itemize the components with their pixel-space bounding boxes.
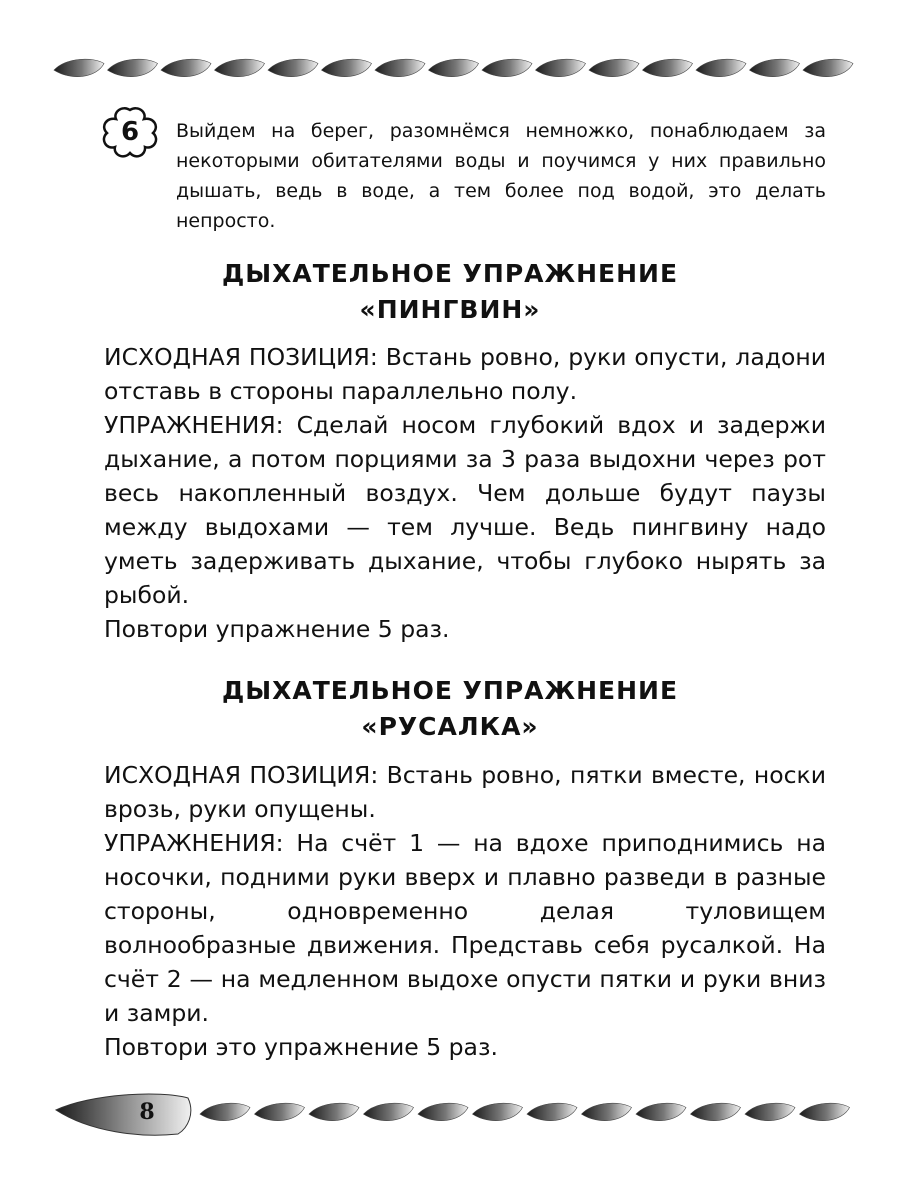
section-body-penguin — [104, 340, 826, 646]
leaf-ornament — [691, 1103, 741, 1120]
start-position-text: ИСХОДНАЯ ПОЗИЦИЯ: Встань ровно, руки опусти, ладони отставь в стороны параллельно полу. — [104, 343, 826, 405]
top-leaf-border — [50, 48, 860, 90]
section-title-line: ДЫХАТЕЛЬНОЕ УПРАЖНЕНИЕ — [221, 676, 679, 705]
repeat-text: Повтори это упражнение 5 раз. — [104, 1033, 498, 1061]
leaf-ornament — [473, 1103, 523, 1120]
number-badge — [100, 106, 160, 158]
intro-paragraph: Выйдем на берег, разомнёмся немножко, понаблюдаем за некоторыми обитателями воды и поучимся у них правильно дышать, ведь в воде, а тем более под водой, это делать непросто. — [176, 120, 826, 232]
leaf-ornament — [643, 59, 693, 76]
section-body-mermaid — [104, 758, 826, 1064]
leaf-ornament — [255, 1103, 305, 1120]
leaf-ornament — [536, 59, 586, 76]
leaf-ornament — [268, 59, 318, 76]
leaf-ornament — [696, 59, 746, 76]
exercise-text: УПРАЖНЕНИЯ: Сделай носом глубокий вдох и задержи дыхание, а потом порциями за 3 раза выдохни через рот весь накопленный воздух. Чем дольше будут паузы между выдохами — тем лучше. Ведь пингвину надо уметь задерживать дыхание, чтобы глубоко нырять за рыбой. — [104, 411, 826, 609]
leaf-ornament — [309, 1103, 359, 1120]
section-title-name: «РУСАЛКА» — [361, 712, 539, 741]
bottom-leaf-border — [50, 1088, 862, 1138]
leaf-ornament — [108, 59, 158, 76]
leaf-ornament — [429, 59, 479, 76]
leaf-ornament — [482, 59, 532, 76]
leaf-ornament — [161, 59, 211, 76]
leaf-ornament — [803, 59, 853, 76]
section-title-name: «ПИНГВИН» — [359, 295, 541, 324]
exercise-text: УПРАЖНЕНИЯ: На счёт 1 — на вдохе приподнимись на носочки, подними руки вверх и плавно разведи в разные стороны, одновременно делая туловищем волнообразные движения. Представь себя русалкой. На счёт 2 — на медленном выдохе опусти пятки и руки вниз и замри. — [104, 829, 826, 1027]
section-title-line: ДЫХАТЕЛЬНОЕ УПРАЖНЕНИЕ — [221, 259, 679, 288]
leaf-ornament — [582, 1103, 632, 1120]
leaf-ornament — [200, 1103, 250, 1120]
leaf-ornament — [322, 59, 372, 76]
leaf-ornament — [527, 1103, 577, 1120]
leaf-ornament — [745, 1103, 795, 1120]
page-number: 8 — [139, 1099, 155, 1125]
section-title-penguin — [0, 256, 900, 328]
start-position-text: ИСХОДНАЯ ПОЗИЦИЯ: Встань ровно, пятки вместе, носки врозь, руки опущены. — [104, 761, 826, 823]
intro-number: 6 — [120, 117, 140, 147]
leaf-ornament — [800, 1103, 850, 1120]
leaf-ornament — [215, 59, 265, 76]
page-number-leaf — [56, 1094, 191, 1135]
leaf-ornament — [418, 1103, 468, 1120]
leaf-ornament — [750, 59, 800, 76]
leaf-ornament — [589, 59, 639, 76]
repeat-text: Повтори упражнение 5 раз. — [104, 615, 450, 643]
leaf-ornament — [375, 59, 425, 76]
intro-block — [100, 106, 830, 246]
section-title-mermaid — [0, 673, 900, 745]
leaf-ornament — [636, 1103, 686, 1120]
leaf-ornament — [364, 1103, 414, 1120]
leaf-ornament — [54, 59, 104, 76]
